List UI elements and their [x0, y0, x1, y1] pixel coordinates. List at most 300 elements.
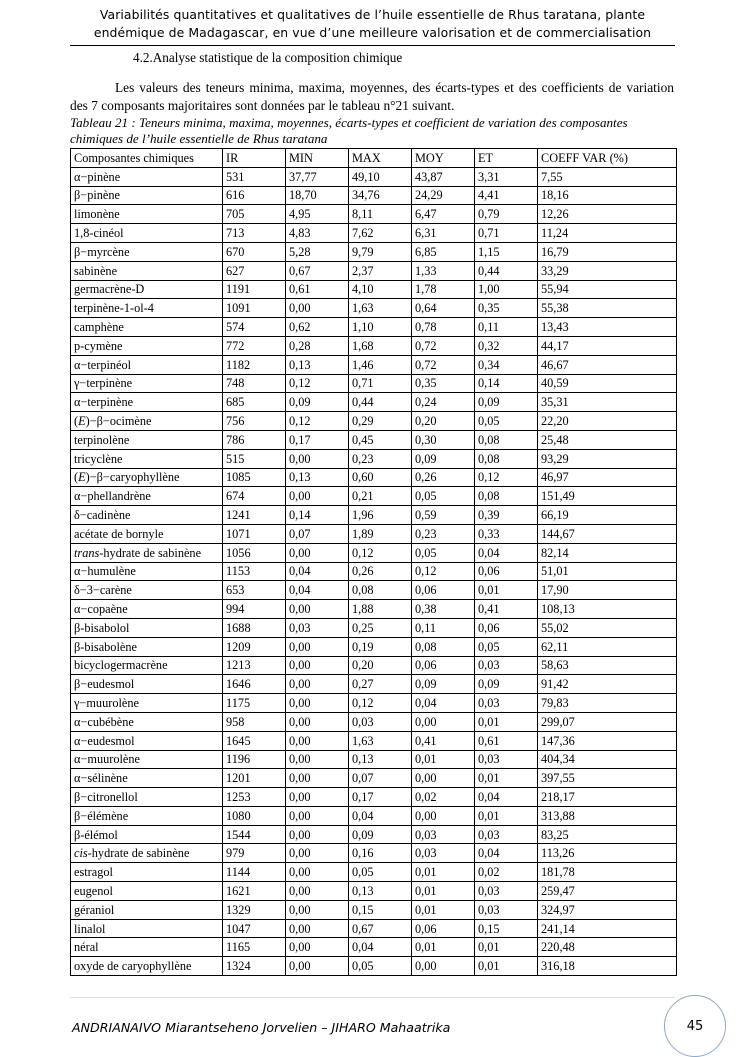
cell-min: 0,04 [286, 581, 349, 600]
table-header-row [71, 149, 677, 168]
table-row [71, 393, 677, 412]
cell-coeff-var: 46,67 [538, 355, 677, 374]
running-header [70, 6, 675, 42]
cell-et: 0,05 [475, 412, 538, 431]
cell-et: 0,12 [475, 468, 538, 487]
cell-min: 0,13 [286, 468, 349, 487]
cell-moy: 0,09 [412, 449, 475, 468]
cell-et: 1,15 [475, 242, 538, 261]
cell-coeff-var: 151,49 [538, 487, 677, 506]
cell-max: 0,08 [349, 581, 412, 600]
cell-max: 0,12 [349, 543, 412, 562]
cell-min: 0,00 [286, 675, 349, 694]
cell-moy: 0,05 [412, 487, 475, 506]
cell-coeff-var: 17,90 [538, 581, 677, 600]
table-row [71, 487, 677, 506]
cell-coeff-var: 18,16 [538, 186, 677, 205]
cell-moy: 0,59 [412, 506, 475, 525]
footer-author: ANDRIANAIVO Miarantseheno Jorvelien – JIHARO Mahaatrika [72, 1020, 451, 1035]
cell-min: 0,00 [286, 600, 349, 619]
cell-et: 0,01 [475, 957, 538, 976]
cell-moy: 24,29 [412, 186, 475, 205]
cell-et: 0,41 [475, 600, 538, 619]
cell-compound: β−eudesmol [71, 675, 223, 694]
table-row [71, 844, 677, 863]
table-row [71, 261, 677, 280]
cell-coeff-var: 25,48 [538, 430, 677, 449]
cell-coeff-var: 66,19 [538, 506, 677, 525]
cell-compound: β−myrcène [71, 242, 223, 261]
cell-compound: α−pinène [71, 167, 223, 186]
page-number-badge [664, 995, 726, 1057]
cell-ir: 1165 [223, 938, 286, 957]
header-line-2: endémique de Madagascar, en vue d’une meilleure valorisation et de commercialisation [93, 25, 652, 40]
cell-et: 0,09 [475, 393, 538, 412]
cell-et: 0,32 [475, 336, 538, 355]
cell-max: 0,60 [349, 468, 412, 487]
cell-max: 0,44 [349, 393, 412, 412]
cell-moy: 0,26 [412, 468, 475, 487]
cell-ir: 653 [223, 581, 286, 600]
table-row [71, 656, 677, 675]
table-row [71, 750, 677, 769]
cell-max: 9,79 [349, 242, 412, 261]
cell-compound: (E)−β−ocimène [71, 412, 223, 431]
table-row [71, 712, 677, 731]
cell-ir: 1621 [223, 882, 286, 901]
table-row [71, 769, 677, 788]
header-et: ET [475, 149, 538, 168]
cell-min: 0,09 [286, 393, 349, 412]
cell-compound: acétate de bornyle [71, 524, 223, 543]
cell-et: 0,03 [475, 694, 538, 713]
table-row [71, 468, 677, 487]
cell-compound: γ−terpinène [71, 374, 223, 393]
cell-ir: 1324 [223, 957, 286, 976]
cell-moy: 0,01 [412, 938, 475, 957]
cell-max: 0,26 [349, 562, 412, 581]
cell-coeff-var: 397,55 [538, 769, 677, 788]
cell-ir: 670 [223, 242, 286, 261]
cell-ir: 1153 [223, 562, 286, 581]
cell-ir: 531 [223, 167, 286, 186]
cell-et: 0,05 [475, 637, 538, 656]
cell-et: 0,08 [475, 487, 538, 506]
cell-min: 0,00 [286, 694, 349, 713]
cell-compound: α−copaène [71, 600, 223, 619]
cell-max: 0,03 [349, 712, 412, 731]
cell-ir: 515 [223, 449, 286, 468]
cell-coeff-var: 299,07 [538, 712, 677, 731]
cell-compound: néral [71, 938, 223, 957]
cell-moy: 0,78 [412, 318, 475, 337]
table-row [71, 600, 677, 619]
cell-moy: 0,35 [412, 374, 475, 393]
cell-compound: β-élémol [71, 825, 223, 844]
cell-et: 4,41 [475, 186, 538, 205]
cell-ir: 674 [223, 487, 286, 506]
cell-min: 0,13 [286, 355, 349, 374]
table-row [71, 280, 677, 299]
cell-compound: oxyde de caryophyllène [71, 957, 223, 976]
cell-et: 0,01 [475, 581, 538, 600]
cell-et: 0,11 [475, 318, 538, 337]
cell-moy: 0,08 [412, 637, 475, 656]
cell-moy: 1,33 [412, 261, 475, 280]
intro-paragraph [70, 79, 674, 115]
cell-moy: 0,11 [412, 618, 475, 637]
cell-min: 0,00 [286, 731, 349, 750]
cell-max: 34,76 [349, 186, 412, 205]
cell-ir: 713 [223, 224, 286, 243]
table-row [71, 318, 677, 337]
cell-moy: 0,03 [412, 844, 475, 863]
composition-table [70, 148, 677, 976]
cell-compound: linalol [71, 919, 223, 938]
header-coeff-var: COEFF VAR (%) [538, 149, 677, 168]
table-row [71, 863, 677, 882]
cell-max: 7,62 [349, 224, 412, 243]
cell-compound: camphène [71, 318, 223, 337]
cell-min: 0,00 [286, 957, 349, 976]
table-row [71, 731, 677, 750]
table-row [71, 581, 677, 600]
table-row [71, 562, 677, 581]
cell-coeff-var: 316,18 [538, 957, 677, 976]
table-row [71, 900, 677, 919]
cell-compound: β-bisabolène [71, 637, 223, 656]
section-title: 4.2.Analyse statistique de la composition chimique [133, 50, 403, 65]
cell-coeff-var: 7,55 [538, 167, 677, 186]
cell-moy: 6,47 [412, 205, 475, 224]
cell-max: 0,16 [349, 844, 412, 863]
cell-et: 0,14 [475, 374, 538, 393]
cell-moy: 0,41 [412, 731, 475, 750]
cell-max: 0,25 [349, 618, 412, 637]
cell-ir: 627 [223, 261, 286, 280]
cell-et: 0,01 [475, 769, 538, 788]
cell-moy: 0,24 [412, 393, 475, 412]
cell-min: 0,00 [286, 900, 349, 919]
cell-ir: 1241 [223, 506, 286, 525]
cell-min: 0,00 [286, 788, 349, 807]
cell-max: 0,04 [349, 938, 412, 957]
cell-moy: 0,23 [412, 524, 475, 543]
cell-compound: estragol [71, 863, 223, 882]
cell-ir: 1144 [223, 863, 286, 882]
cell-moy: 0,01 [412, 863, 475, 882]
cell-coeff-var: 113,26 [538, 844, 677, 863]
cell-ir: 1080 [223, 806, 286, 825]
cell-max: 1,68 [349, 336, 412, 355]
cell-min: 0,07 [286, 524, 349, 543]
cell-min: 0,00 [286, 637, 349, 656]
cell-moy: 0,05 [412, 543, 475, 562]
cell-max: 49,10 [349, 167, 412, 186]
cell-et: 0,79 [475, 205, 538, 224]
cell-ir: 1056 [223, 543, 286, 562]
cell-et: 0,06 [475, 618, 538, 637]
cell-moy: 0,12 [412, 562, 475, 581]
cell-min: 37,77 [286, 167, 349, 186]
cell-coeff-var: 55,02 [538, 618, 677, 637]
cell-moy: 6,85 [412, 242, 475, 261]
cell-moy: 0,02 [412, 788, 475, 807]
cell-coeff-var: 108,13 [538, 600, 677, 619]
cell-min: 0,00 [286, 449, 349, 468]
cell-et: 0,61 [475, 731, 538, 750]
cell-min: 0,00 [286, 919, 349, 938]
cell-moy: 0,64 [412, 299, 475, 318]
cell-min: 0,12 [286, 412, 349, 431]
cell-coeff-var: 55,94 [538, 280, 677, 299]
cell-et: 0,71 [475, 224, 538, 243]
cell-compound: p-cymène [71, 336, 223, 355]
cell-moy: 0,01 [412, 750, 475, 769]
cell-min: 0,00 [286, 863, 349, 882]
cell-compound: β-bisabolol [71, 618, 223, 637]
cell-compound: sabinène [71, 261, 223, 280]
cell-min: 18,70 [286, 186, 349, 205]
cell-min: 0,62 [286, 318, 349, 337]
table-row [71, 412, 677, 431]
table-row [71, 882, 677, 901]
cell-et: 0,02 [475, 863, 538, 882]
cell-ir: 1253 [223, 788, 286, 807]
cell-min: 0,00 [286, 750, 349, 769]
cell-coeff-var: 93,29 [538, 449, 677, 468]
table-row [71, 430, 677, 449]
cell-coeff-var: 11,24 [538, 224, 677, 243]
table-caption: Tableau 21 : Teneurs minima, maxima, moyennes, écarts-types et coefficient de variation des composantes chimiques de l’huile essentielle de Rhus taratana [70, 115, 628, 146]
cell-coeff-var: 313,88 [538, 806, 677, 825]
cell-compound: limonène [71, 205, 223, 224]
table-row [71, 524, 677, 543]
header-compound: Composantes chimiques [71, 149, 223, 168]
cell-et: 0,06 [475, 562, 538, 581]
cell-min: 0,04 [286, 562, 349, 581]
footer-divider [70, 997, 675, 998]
cell-compound: (E)−β−caryophyllène [71, 468, 223, 487]
cell-ir: 994 [223, 600, 286, 619]
cell-et: 0,04 [475, 844, 538, 863]
cell-et: 0,03 [475, 900, 538, 919]
table-row [71, 618, 677, 637]
cell-et: 1,00 [475, 280, 538, 299]
cell-max: 0,13 [349, 750, 412, 769]
cell-et: 0,03 [475, 882, 538, 901]
cell-compound: tricyclène [71, 449, 223, 468]
cell-min: 0,00 [286, 487, 349, 506]
header-moy: MOY [412, 149, 475, 168]
cell-ir: 958 [223, 712, 286, 731]
table-row [71, 224, 677, 243]
cell-max: 1,63 [349, 299, 412, 318]
table-row [71, 205, 677, 224]
cell-et: 0,39 [475, 506, 538, 525]
cell-moy: 0,04 [412, 694, 475, 713]
cell-moy: 0,06 [412, 919, 475, 938]
cell-max: 0,19 [349, 637, 412, 656]
cell-compound: α−terpinène [71, 393, 223, 412]
cell-min: 5,28 [286, 242, 349, 261]
cell-max: 0,21 [349, 487, 412, 506]
table-row [71, 299, 677, 318]
cell-max: 1,96 [349, 506, 412, 525]
cell-min: 0,00 [286, 543, 349, 562]
cell-max: 0,71 [349, 374, 412, 393]
cell-moy: 0,03 [412, 825, 475, 844]
cell-compound: α−humulène [71, 562, 223, 581]
cell-moy: 43,87 [412, 167, 475, 186]
cell-coeff-var: 404,34 [538, 750, 677, 769]
table-row [71, 637, 677, 656]
header-min: MIN [286, 149, 349, 168]
cell-compound: germacrène-D [71, 280, 223, 299]
header-ir: IR [223, 149, 286, 168]
cell-max: 0,07 [349, 769, 412, 788]
cell-max: 1,88 [349, 600, 412, 619]
cell-min: 0,00 [286, 769, 349, 788]
cell-et: 0,33 [475, 524, 538, 543]
cell-max: 0,09 [349, 825, 412, 844]
cell-ir: 1091 [223, 299, 286, 318]
cell-moy: 0,72 [412, 336, 475, 355]
cell-coeff-var: 51,01 [538, 562, 677, 581]
cell-et: 0,01 [475, 712, 538, 731]
cell-max: 0,15 [349, 900, 412, 919]
cell-ir: 1688 [223, 618, 286, 637]
cell-et: 3,31 [475, 167, 538, 186]
table-row [71, 788, 677, 807]
cell-ir: 1646 [223, 675, 286, 694]
cell-coeff-var: 241,14 [538, 919, 677, 938]
cell-compound: β−élémène [71, 806, 223, 825]
cell-ir: 1645 [223, 731, 286, 750]
cell-max: 0,27 [349, 675, 412, 694]
cell-min: 0,17 [286, 430, 349, 449]
cell-max: 0,05 [349, 863, 412, 882]
cell-ir: 979 [223, 844, 286, 863]
cell-coeff-var: 22,20 [538, 412, 677, 431]
cell-moy: 0,01 [412, 900, 475, 919]
cell-compound: δ−3−carène [71, 581, 223, 600]
cell-moy: 0,00 [412, 769, 475, 788]
cell-max: 1,63 [349, 731, 412, 750]
cell-compound: terpinène-1-ol-4 [71, 299, 223, 318]
cell-moy: 0,20 [412, 412, 475, 431]
cell-et: 0,34 [475, 355, 538, 374]
cell-compound: γ−muurolène [71, 694, 223, 713]
cell-moy: 0,01 [412, 882, 475, 901]
cell-max: 1,46 [349, 355, 412, 374]
cell-min: 0,00 [286, 806, 349, 825]
cell-max: 0,45 [349, 430, 412, 449]
cell-ir: 616 [223, 186, 286, 205]
cell-ir: 1175 [223, 694, 286, 713]
cell-ir: 1196 [223, 750, 286, 769]
cell-moy: 0,72 [412, 355, 475, 374]
cell-coeff-var: 147,36 [538, 731, 677, 750]
cell-coeff-var: 144,67 [538, 524, 677, 543]
cell-ir: 574 [223, 318, 286, 337]
cell-et: 0,03 [475, 656, 538, 675]
table-row [71, 543, 677, 562]
cell-coeff-var: 181,78 [538, 863, 677, 882]
cell-et: 0,09 [475, 675, 538, 694]
cell-ir: 705 [223, 205, 286, 224]
cell-et: 0,44 [475, 261, 538, 280]
cell-max: 0,12 [349, 694, 412, 713]
cell-coeff-var: 91,42 [538, 675, 677, 694]
cell-coeff-var: 12,26 [538, 205, 677, 224]
header-divider [70, 45, 675, 46]
cell-coeff-var: 58,63 [538, 656, 677, 675]
cell-ir: 1201 [223, 769, 286, 788]
cell-et: 0,08 [475, 449, 538, 468]
table-row [71, 806, 677, 825]
cell-coeff-var: 13,43 [538, 318, 677, 337]
cell-compound: α−terpinéol [71, 355, 223, 374]
table-row [71, 919, 677, 938]
cell-moy: 0,09 [412, 675, 475, 694]
cell-ir: 1544 [223, 825, 286, 844]
cell-compound: trans-hydrate de sabinène [71, 543, 223, 562]
cell-compound: bicyclogermacrène [71, 656, 223, 675]
cell-ir: 1191 [223, 280, 286, 299]
cell-min: 4,83 [286, 224, 349, 243]
cell-coeff-var: 259,47 [538, 882, 677, 901]
cell-coeff-var: 82,14 [538, 543, 677, 562]
cell-coeff-var: 220,48 [538, 938, 677, 957]
cell-ir: 1047 [223, 919, 286, 938]
cell-ir: 1182 [223, 355, 286, 374]
cell-coeff-var: 44,17 [538, 336, 677, 355]
table-row [71, 825, 677, 844]
cell-compound: α−eudesmol [71, 731, 223, 750]
cell-max: 0,67 [349, 919, 412, 938]
cell-max: 0,29 [349, 412, 412, 431]
cell-et: 0,03 [475, 825, 538, 844]
cell-et: 0,01 [475, 938, 538, 957]
cell-coeff-var: 79,83 [538, 694, 677, 713]
cell-coeff-var: 40,59 [538, 374, 677, 393]
cell-compound: α−sélinène [71, 769, 223, 788]
table-row [71, 374, 677, 393]
cell-ir: 756 [223, 412, 286, 431]
cell-min: 0,67 [286, 261, 349, 280]
cell-min: 0,00 [286, 844, 349, 863]
cell-min: 0,12 [286, 374, 349, 393]
cell-ir: 1071 [223, 524, 286, 543]
table-row [71, 938, 677, 957]
cell-moy: 0,30 [412, 430, 475, 449]
cell-compound: cis-hydrate de sabinène [71, 844, 223, 863]
cell-min: 0,28 [286, 336, 349, 355]
page-number: 45 [686, 1018, 704, 1034]
cell-ir: 1209 [223, 637, 286, 656]
cell-moy: 0,06 [412, 581, 475, 600]
cell-max: 0,23 [349, 449, 412, 468]
cell-et: 0,08 [475, 430, 538, 449]
cell-min: 0,61 [286, 280, 349, 299]
cell-min: 0,14 [286, 506, 349, 525]
cell-moy: 0,38 [412, 600, 475, 619]
cell-compound: β−pinène [71, 186, 223, 205]
cell-min: 4,95 [286, 205, 349, 224]
cell-ir: 685 [223, 393, 286, 412]
cell-et: 0,03 [475, 750, 538, 769]
